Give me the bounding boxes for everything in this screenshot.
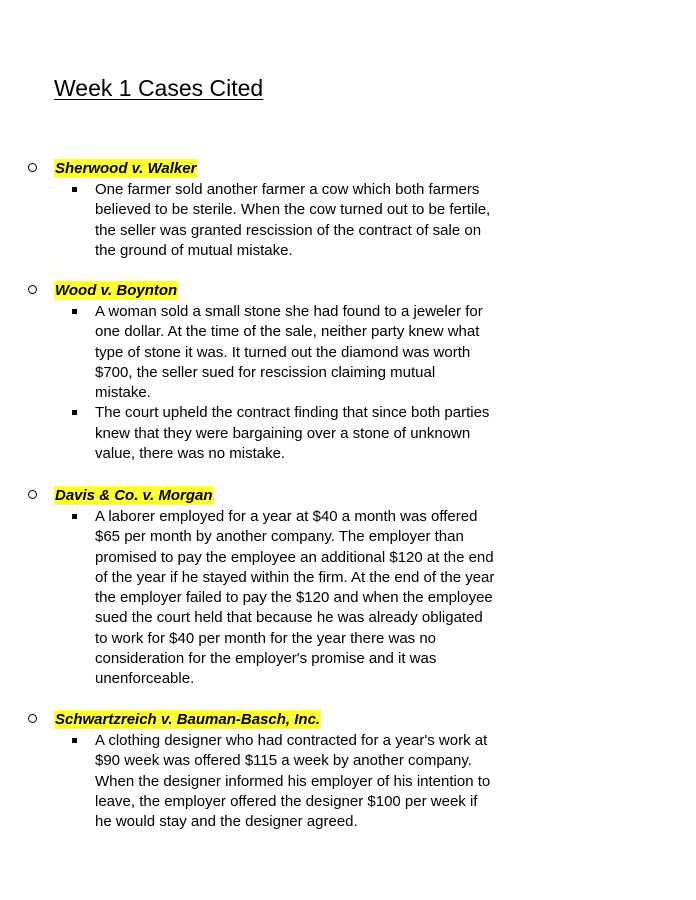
case-bullet-list bbox=[0, 302, 696, 464]
case-entry bbox=[0, 281, 696, 464]
case-name: Sherwood v. Walker bbox=[55, 160, 197, 177]
case-bullet bbox=[0, 507, 495, 690]
square-bullet-icon bbox=[72, 738, 77, 743]
case-heading bbox=[0, 281, 696, 302]
square-bullet-icon bbox=[72, 309, 77, 314]
case-heading bbox=[0, 710, 696, 731]
case-entry bbox=[0, 159, 696, 261]
case-heading bbox=[0, 159, 696, 180]
page-title: Week 1 Cases Cited bbox=[54, 75, 264, 101]
case-bullet-list bbox=[0, 507, 696, 690]
case-entry bbox=[0, 710, 696, 832]
square-bullet-icon bbox=[72, 410, 77, 415]
case-bullet-text: A woman sold a small stone she had found to a jeweler for one dollar. At the time of the sale, neither party knew what type of stone it was. It turned out the diamond was worth $700, the seller sued for rescission claiming mutual mistake. bbox=[95, 303, 483, 402]
case-bullet-text: One farmer sold another farmer a cow which both farmers believed to be sterile. When the cow turned out to be fertile, the seller was granted rescission of the contract of sale on the ground of mutual mistake. bbox=[95, 181, 491, 259]
square-bullet-icon bbox=[72, 514, 77, 519]
case-name: Davis & Co. v. Morgan bbox=[55, 487, 213, 504]
hollow-circle-bullet-icon bbox=[28, 490, 37, 499]
case-bullet bbox=[0, 403, 495, 464]
hollow-circle-bullet-icon bbox=[28, 163, 37, 172]
case-bullet bbox=[0, 180, 495, 261]
hollow-circle-bullet-icon bbox=[28, 285, 37, 294]
case-name: Wood v. Boynton bbox=[55, 282, 178, 299]
case-entry bbox=[0, 486, 696, 690]
case-heading bbox=[0, 486, 696, 507]
square-bullet-icon bbox=[72, 187, 77, 192]
case-name: Schwartzreich v. Bauman-Basch, Inc. bbox=[55, 711, 321, 728]
case-bullet-list bbox=[0, 731, 696, 832]
hollow-circle-bullet-icon bbox=[28, 714, 37, 723]
case-bullet-text: The court upheld the contract finding that since both parties knew that they were bargaining over a stone of unknown value, there was no mistake. bbox=[95, 404, 490, 463]
case-bullet bbox=[0, 731, 495, 832]
case-bullet bbox=[0, 302, 495, 403]
case-bullet-text: A clothing designer who had contracted for a year's work at $90 week was offered $115 a week by another company. When the designer informed his employer of his intention to leave, the employer offered the designer $100 per week if he would stay and the designer agreed. bbox=[95, 732, 491, 831]
case-bullet-list bbox=[0, 180, 696, 261]
case-bullet-text: A laborer employed for a year at $40 a month was offered $65 per month by another company. The employer than promised to pay the employee an additional $120 at the end of the year if he stayed within the firm. At the end of the year the employer failed to pay the $120 and when the employee sued the court held that because he was already obligated to work for $40 per month for the year there was no consideration for the employer's promise and it was unenforceable. bbox=[95, 508, 495, 688]
